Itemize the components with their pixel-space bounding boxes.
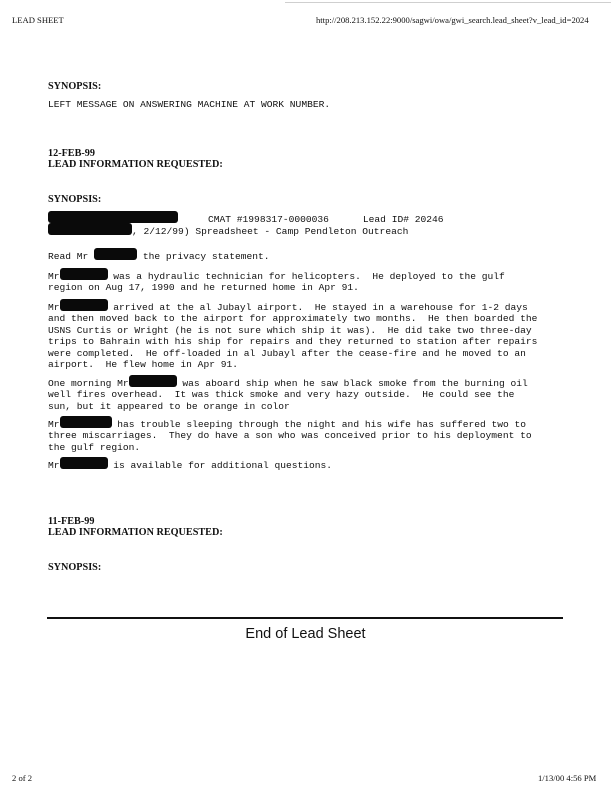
paragraph-3: One morning Mr was aboard ship when he saw black smoke from the burning oil well fires overhead. It was thick smoke and very hazy outside. He could see the sun, but it appeared to be orange in color xyxy=(48,375,528,412)
end-of-lead-sheet: End of Lead Sheet xyxy=(245,626,366,642)
redaction-block xyxy=(48,211,178,223)
entry-date-1: 12-FEB-99 xyxy=(48,148,95,159)
redaction-block xyxy=(129,375,177,387)
synopsis-label-2: SYNOPSIS: xyxy=(48,194,102,205)
lead-info-requested-2: LEAD INFORMATION REQUESTED: xyxy=(48,527,223,538)
redaction-block xyxy=(60,299,108,311)
redaction-block xyxy=(60,416,112,428)
synopsis-label-3: SYNOPSIS: xyxy=(48,562,102,573)
synopsis-label-1: SYNOPSIS: xyxy=(48,81,102,92)
source-line: , 2/12/99) Spreadsheet - Camp Pendleton Outreach xyxy=(48,223,408,237)
paragraph-1: Mr was a hydraulic technician for helicopters. He deployed to the gulf region on Aug 17, 1990 and he returned home in Apr 91. xyxy=(48,268,505,294)
end-divider xyxy=(47,617,563,619)
entry-date-2: 11-FEB-99 xyxy=(48,516,95,527)
case-number: CMAT #1998317-0000036 xyxy=(208,214,329,225)
redaction-block xyxy=(60,268,108,280)
lead-info-requested-1: LEAD INFORMATION REQUESTED: xyxy=(48,159,223,170)
print-header-title: LEAD SHEET xyxy=(12,15,64,25)
print-timestamp: 1/13/00 4:56 PM xyxy=(538,773,597,783)
lead-id: Lead ID# 20246 xyxy=(362,214,444,225)
redaction-block xyxy=(60,457,108,469)
print-header-url[interactable]: http://208.213.152.22:9000/sagwi/owa/gwi_search.lead_sheet?v_lead_id=2024 xyxy=(316,15,589,25)
redaction-block xyxy=(94,248,137,260)
top-border-line xyxy=(285,2,611,3)
synopsis-text-1: LEFT MESSAGE ON ANSWERING MACHINE AT WORK NUMBER. xyxy=(48,99,331,110)
privacy-line: Read Mr the privacy statement. xyxy=(48,248,270,262)
paragraph-2: Mr arrived at the al Jubayl airport. He stayed in a warehouse for 1-2 days and then moved back to the airport for approximately two months. He then boarded the USNS Curtis or Wright (he is not sure which ship it was). He did take two three-day trips to Bahrain with his ship for repairs and they returned to station after repairs were completed. He off-loaded in al Jubayl after the cease-fire and he moved to an airport. He flew home in Apr 91. xyxy=(48,299,537,370)
paragraph-4: Mr has trouble sleeping through the night and his wife has suffered two to three miscarriages. They do have a son who was conceived prior to his deployment to the gulf region. xyxy=(48,416,532,453)
page-number: 2 of 2 xyxy=(12,773,33,783)
redaction-block xyxy=(48,223,132,235)
paragraph-5: Mr is available for additional questions. xyxy=(48,457,332,471)
